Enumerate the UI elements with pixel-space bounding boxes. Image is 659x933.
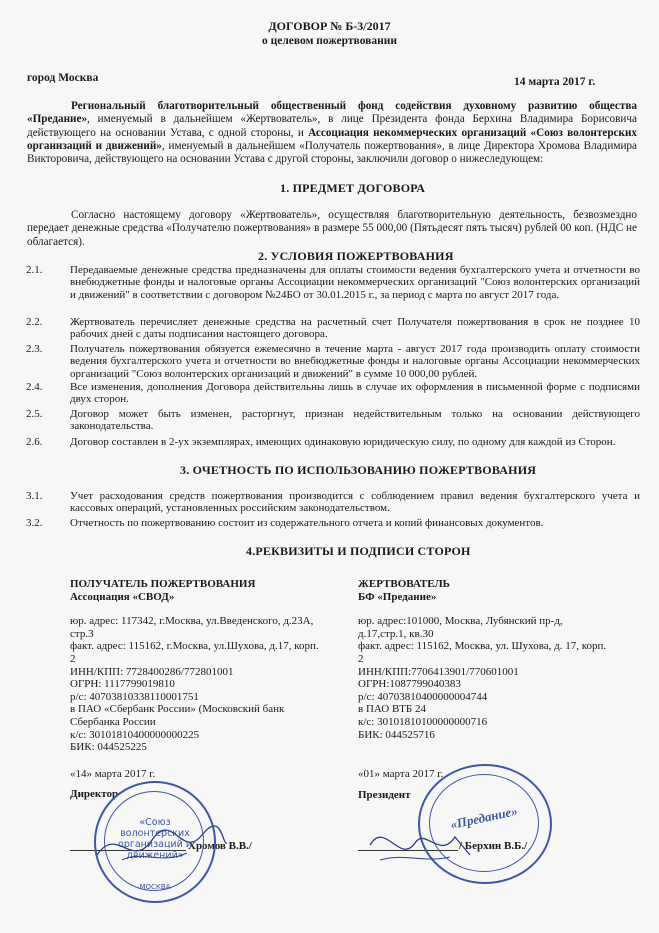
section-1-text: Согласно настоящему договору «Жертвователь», осуществляя благотворительную деятельность, безвозмездно передает денежные средства «Получателю пожертвования» в размере 55 000,00 (Пятьдесят пять тысяч) рублей 00 коп. (НДС не облагается).: [27, 209, 637, 248]
recipient-sign-date: «14» марта 2017 г.: [70, 767, 156, 780]
clause-number: 3.2.: [26, 517, 43, 529]
recipient-line: р/с: 40703810338110001751: [70, 690, 199, 703]
clause-2-6: Договор составлен в 2-ух экземплярах, имеющих одинаковую юридическую силу, по одному для каждой из Сторон.: [70, 436, 616, 448]
clause-2-3: Получатель пожертвования обязуется ежемесячно в течение марта - август 2017 года производить оплату стоимости ведения бухгалтерского учета и отчетности во внебюджетные фонды и налоговые органы Ассоциации некоммерческих организаций "Союз волонтерских организаций и движений" в сумме 10 000,00 рублей.: [70, 343, 640, 380]
donor-line: ИНН/КПП:7706413901/770601001: [358, 665, 519, 678]
clause-2-4: Все изменения, дополнения Договора действительны лишь в случае их оформления в письменной форме с подписями двух сторон.: [70, 381, 640, 406]
donor-full-name: Региональный благотворительный общественный фонд содействия духовному развитию общества: [71, 100, 637, 112]
recipient-line: 2: [70, 652, 76, 665]
donor-line: 2: [358, 652, 364, 665]
contract-date: 14 марта 2017 г.: [514, 76, 596, 88]
recipient-line: БИК: 044525225: [70, 741, 147, 754]
recipient-line: в ПАО «Сбербанк России» (Московский банк: [70, 703, 285, 716]
clause-3-2: Отчетность по пожертвованию состоит из содержательного отчета и копий финансовых документов.: [70, 517, 544, 529]
section-2-title: 2. УСЛОВИЯ ПОЖЕРТВОВАНИЯ: [258, 249, 454, 263]
recipient-line: ОГРН: 1117799019810: [70, 678, 175, 691]
recipient-role: Директор: [70, 788, 119, 801]
donor-line: юр. адрес:101000, Москва, Лубянский пр-д,: [358, 615, 563, 628]
recipient-stamp-text: «Союз волонтерских организаций и движений»: [118, 817, 192, 861]
donor-line: БИК: 044525716: [358, 728, 435, 741]
recipient-signature-name: Хромов В.В./: [188, 840, 252, 852]
section-3-title: 3. ОЧЕТНОСТЬ ПО ИСПОЛЬЗОВАНИЮ ПОЖЕРТВОВАНИЯ: [180, 463, 537, 477]
donor-role: Президент: [358, 788, 411, 801]
clause-number: 2.6.: [26, 436, 43, 448]
clause-number: 2.4.: [26, 381, 43, 393]
clause-2-5: Договор может быть изменен, расторгнут, признан недействительным только на основании действующего законодательства.: [70, 408, 640, 433]
intro-mid: , именуемый в дальнейшем «Жертвователь», в лице Президента фонда Берхина Владимира Борисовича действующего на основании Устава, с одной стороны, и: [27, 113, 637, 139]
recipient-details: [70, 578, 340, 801]
clause-number: 3.1.: [26, 490, 43, 502]
clause-number: 2.3.: [26, 343, 43, 355]
recipient-org: Ассоциация «СВОД»: [70, 590, 175, 603]
clause-number: 2.1.: [26, 264, 43, 276]
clause-number: 2.5.: [26, 408, 43, 420]
donor-short-name: «Предание»: [27, 113, 88, 126]
donor-heading: ЖЕРТВОВАТЕЛЬ: [358, 578, 450, 590]
donor-line: р/с: 40703810400000004744: [358, 690, 488, 703]
donor-line: факт. адрес: 115162, Москва, ул. Шухова, д. 17, корп.: [358, 640, 607, 653]
clause-2-1: Передаваемые денежные средства предназначены для оплаты стоимости ведения бухгалтерского учета и отчетности во внебюджетные фонды и налоговые органы Ассоциации некоммерческих организаций "Союз волонтерских организаций и движений" в соответствии с договором №24БО от 30.01.2015 г., за период с марта по август 2017 года.: [70, 264, 640, 301]
recipient-signature-scribble: [92, 815, 232, 875]
donor-line: д.17,стр.1, кв.30: [358, 627, 434, 640]
clause-number: 2.2.: [26, 316, 43, 328]
document-title: ДОГОВОР № Б-3/2017: [268, 19, 391, 33]
recipient-stamp-ring-text: МОСКВА: [139, 883, 171, 891]
recipient-full-name: Ассоциация некоммерческих организаций «Союз волонтерских организаций и движений»: [27, 126, 637, 152]
donor-line: к/с: 30101810100000000716: [358, 715, 488, 728]
intro-paragraph: [27, 100, 637, 166]
recipient-line: ИНН/КПП: 7728400286/772801001: [70, 665, 234, 678]
donor-sign-date: «01» марта 2017 г.: [358, 768, 444, 781]
clause-2-2: Жертвователь перечисляет денежные средства на расчетный счет Получателя пожертвования в срок не позднее 10 рабочих дней с даты подписания настоящего договора.: [70, 316, 640, 341]
donor-signature-scribble: [365, 815, 475, 875]
recipient-line: юр. адрес: 117342, г.Москва, ул.Введенского, д.23А,: [70, 615, 314, 628]
clause-3-1: Учет расходования средств пожертвования производится с соблюдением правил ведения бухгалтерского учета и кассовых операций, установленных российским законодательством.: [70, 490, 640, 515]
city: город Москва: [27, 72, 99, 84]
document-subtitle: о целевом пожертвовании: [262, 35, 397, 47]
intro-end: , именуемый в дальнейшем «Получатель пожертвования», в лице Директора Хромова Владимира Викторовича, действующего на основании Устава с другой стороны, заключили договор о нижеследующем:: [27, 139, 637, 166]
recipient-line: стр.3: [70, 627, 94, 640]
donor-org: БФ «Предание»: [358, 590, 437, 603]
section-1-title: 1. ПРЕДМЕТ ДОГОВОРА: [280, 181, 426, 195]
donor-stamp-text: «Предание»: [448, 803, 519, 832]
donor-signature-name: / Берхин В.Б./: [459, 840, 528, 852]
donor-line: ОГРН:1087799040383: [358, 678, 461, 691]
recipient-line: Сбербанка России: [70, 715, 156, 728]
recipient-line: к/с: 30101810400000000225: [70, 728, 200, 741]
section-4-title: 4.РЕКВИЗИТЫ И ПОДПИСИ СТОРОН: [246, 544, 471, 558]
donor-line: в ПАО ВТБ 24: [358, 703, 426, 716]
recipient-line: факт. адрес: 115162, г.Москва, ул.Шухова, д.17, корп.: [70, 640, 319, 653]
recipient-heading: ПОЛУЧАТЕЛЬ ПОЖЕРТВОВАНИЯ: [70, 578, 256, 590]
